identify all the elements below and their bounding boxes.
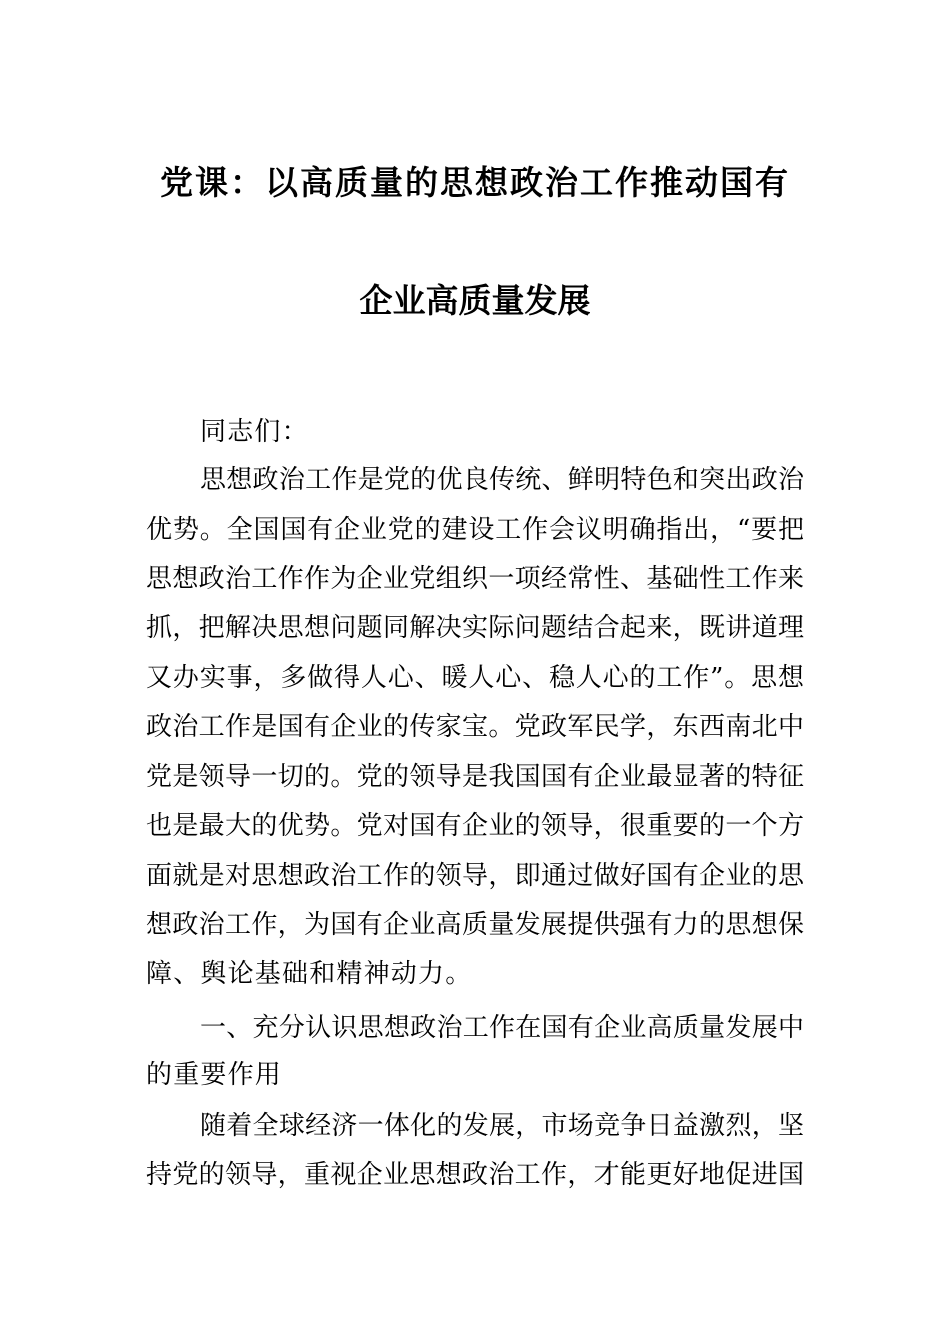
paragraph-line-text: 的重要作用 — [146, 1060, 283, 1090]
paragraph-line-text: 思想政治工作作为企业党组织一项经常性、基础性工作来 — [146, 564, 805, 594]
paragraph-line-text: 障、舆论基础和精神动力。 — [146, 959, 473, 989]
document-title-line-2: 企业高质量发展 — [359, 281, 591, 320]
paragraph-line-text: 又办实事，多做得人心、暖人心、稳人心的工作”。思想 — [146, 663, 805, 693]
paragraph-line-text: 一、充分认识思想政治工作在国有企业高质量发展中 — [200, 1013, 805, 1043]
paragraph-line-text: 面就是对思想政治工作的领导，即通过做好国有企业的思 — [146, 861, 805, 891]
paragraph-line-text: 持党的领导，重视企业思想政治工作，才能更好地促进国 — [146, 1160, 805, 1190]
document-title-line-1: 党课：以高质量的思想政治工作推动国有 — [160, 163, 790, 202]
paragraph-line-text: 党是领导一切的。党的领导是我国国有企业最显著的特征 — [146, 762, 805, 792]
paragraph-line-text: 优势。全国国有企业党的建设工作会议明确指出，“要把 — [146, 515, 805, 545]
paragraph-line-text: 也是最大的优势。党对国有企业的领导，很重要的一个方 — [146, 811, 805, 841]
paragraph-line-text: 思想政治工作是党的优良传统、鲜明特色和突出政治 — [200, 465, 805, 495]
paragraph-line-text: 政治工作是国有企业的传家宝。党政军民学，东西南北中 — [146, 712, 805, 742]
paragraph-line-text: 抓，把解决思想问题同解决实际问题结合起来，既讲道理 — [146, 613, 805, 643]
paragraph-line-text: 同志们： — [200, 417, 309, 447]
paragraph-line-text: 想政治工作，为国有企业高质量发展提供强有力的思想保 — [146, 910, 805, 940]
paragraph-line-text: 随着全球经济一体化的发展，市场竞争日益激烈，坚 — [200, 1111, 805, 1141]
